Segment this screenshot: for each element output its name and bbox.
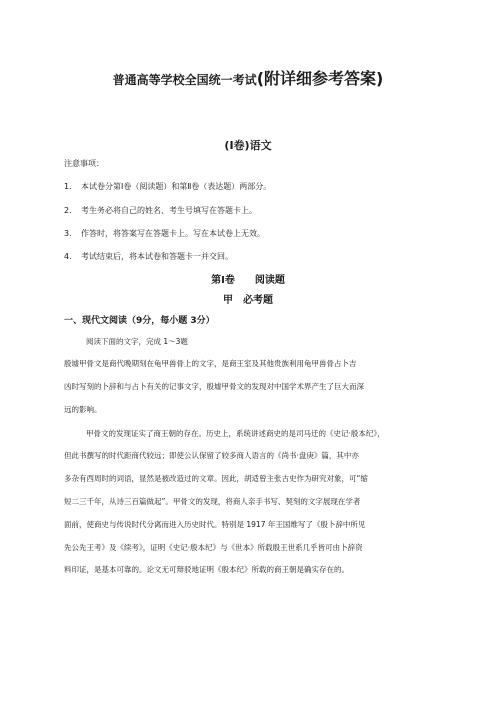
paragraph-2-line: 甲骨文的发现证实了商王朝的存在。历史上，系统讲述商史的是司马迁的《史记·殷本纪》， (86, 429, 385, 438)
note-number: 4． (64, 252, 78, 261)
paragraph-2-line: 短二三千年，从诗三百篇做起”。甲骨文的发现，将商人亲手书写、契刻的文字展现在学者 (64, 497, 361, 506)
paragraph-1-line: 凶时写刻的卜辞和与占卜有关的记事文字，殷墟甲骨文的发现对中国学术界产生了巨大而深 (64, 382, 364, 391)
paragraph-2-line: 先公先王考》及《续考》，证明《史记·殷本纪》与《世本》所载殷王世系几乎皆可由卜辞资 (64, 543, 363, 552)
note-item (64, 228, 265, 239)
paragraph-2-line: 但此书撰写的时代距商代较远；即使公认保留了较多商人语言的《尚书·盘庚》篇，其中亦 (64, 451, 359, 460)
note-item (64, 181, 271, 192)
volume-title: 第Ⅰ卷 阅读题 (211, 275, 285, 286)
note-item (64, 205, 257, 216)
exam-title (0, 66, 496, 89)
note-text: 考试结束后，将本试卷和答题卡一并交回。 (81, 252, 233, 261)
section-title: 甲 必考题 (223, 295, 273, 306)
reading-instruction: 阅读下面的文字，完成 1～3题 (86, 337, 188, 346)
note-number: 2． (64, 206, 78, 215)
paragraph-1-line: 远的影响。 (64, 405, 102, 414)
part-heading: 一、现代文阅读（9分，每小题 3分） (64, 316, 215, 326)
paragraph-1-line: 殷墟甲骨文是商代晚期刻在龟甲兽骨上的文字，是商王室及其他贵族利用龟甲兽骨占卜吉 (64, 359, 357, 368)
exam-title-suffix: (附详细参考答案) (256, 69, 384, 88)
note-item (64, 251, 233, 262)
paragraph-2-line: 料印证，是基本可靠的。论文无可辩驳地证明《殷本纪》所载的商王朝是确实存在的。 (64, 565, 349, 574)
paragraph-2-line: 面前，使商史与传说时代分离而进入历史时代。特别是 1917 年王国维写了《殷卜辞中所见 (64, 520, 366, 529)
exam-title-main: 普通高等学校全国统一考试 (112, 73, 257, 87)
notes-heading: 注意事项： (64, 159, 104, 168)
note-text: 考生务必将自己的姓名、考生号填写在答题卡上。 (81, 206, 257, 215)
note-number: 1． (64, 182, 78, 191)
note-number: 3． (64, 229, 78, 238)
note-text: 作答时，将答案写在答题卡上。写在本试卷上无效。 (81, 229, 265, 238)
paper-subtitle: (Ⅰ卷)语文 (224, 139, 272, 152)
note-text: 本试卷分第Ⅰ卷（阅读题）和第Ⅱ卷（表达题）两部分。 (81, 182, 272, 191)
paragraph-2-line: 多杂有西周时的词语，显然是被改造过的文章。因此，胡适曾主张古史作为研究对象，可“缩 (64, 474, 368, 483)
